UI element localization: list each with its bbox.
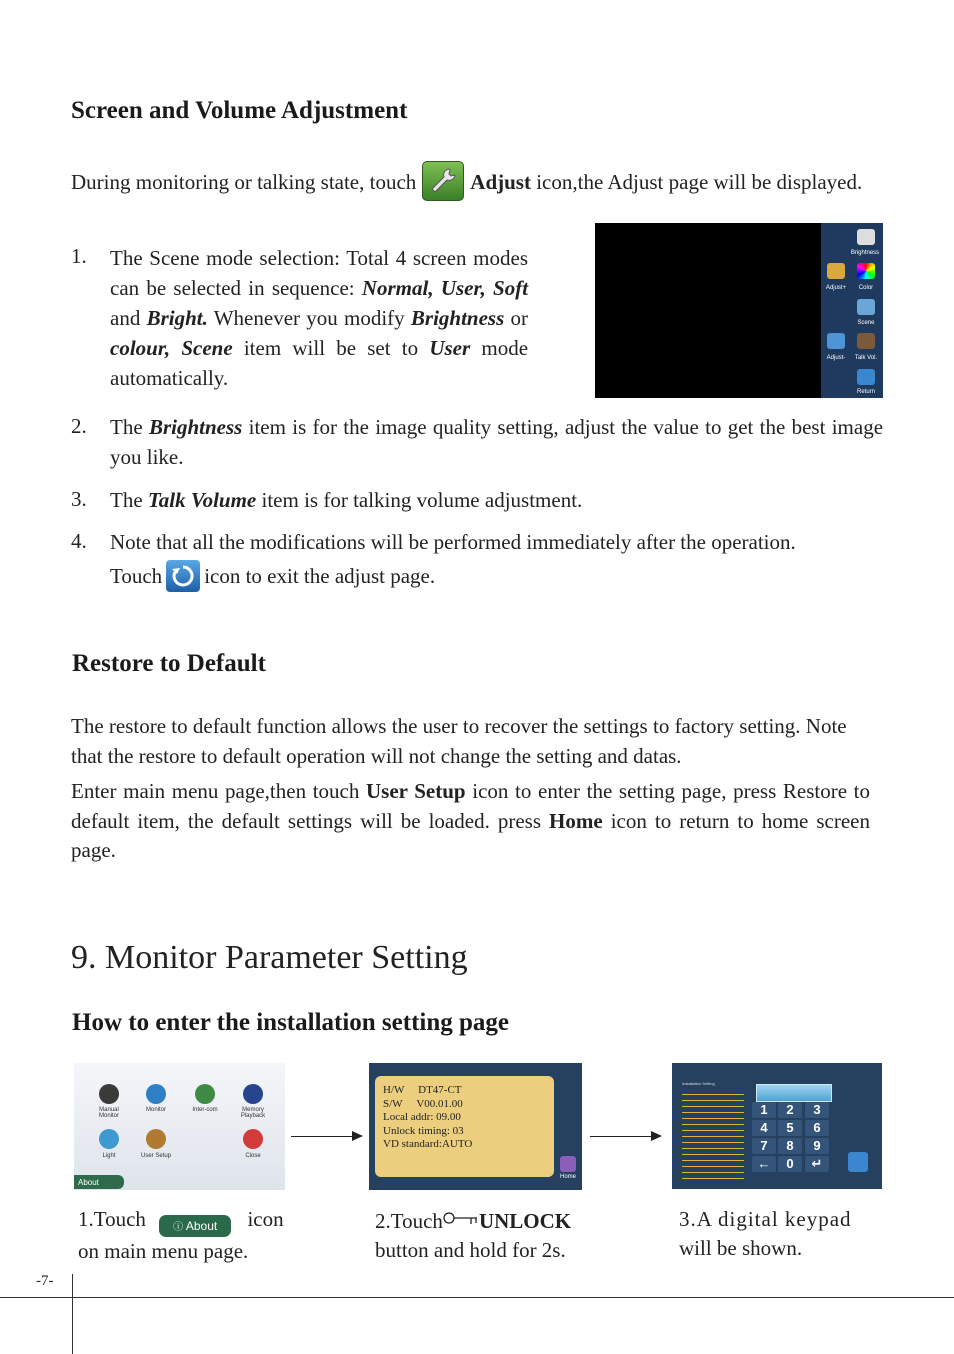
intercom-icon: [195, 1084, 215, 1104]
installation-subtitle: How to enter the installation setting page: [72, 1009, 510, 1036]
unlock-label: UNLOCK: [478, 1209, 572, 1233]
key-3[interactable]: 3: [805, 1102, 829, 1118]
return-icon[interactable]: [848, 1152, 868, 1172]
term-brightness: Brightness: [148, 415, 243, 439]
light-label: Light: [102, 1153, 116, 1159]
item-number: 1.: [71, 244, 87, 268]
key-4[interactable]: 4: [752, 1120, 776, 1136]
key-enter[interactable]: ↵: [805, 1156, 829, 1172]
term-talk-volume: Talk Volume: [147, 488, 257, 512]
item-4-part: Touch: [110, 564, 163, 588]
term-scene: Scene: [181, 336, 233, 360]
chapter-title: 9. Monitor Parameter Setting: [71, 939, 468, 976]
item-1-text: [110, 243, 528, 393]
intro-text: During monitoring or talking state, touch: [71, 170, 417, 194]
key-2[interactable]: 2: [778, 1102, 802, 1118]
caption-3: [679, 1205, 889, 1263]
key-1[interactable]: 1: [752, 1102, 776, 1118]
key-8[interactable]: 8: [778, 1138, 802, 1154]
key-backspace[interactable]: ←: [752, 1156, 776, 1172]
about-button-mini[interactable]: [74, 1175, 124, 1189]
hw-value: DT47-CT: [418, 1084, 462, 1096]
adjust-minus-icon: [827, 333, 845, 349]
caption-2-text: 2.Touch: [375, 1209, 443, 1233]
adjust-minus-label: Adjust-: [826, 355, 846, 361]
adjust-side-panel: [821, 223, 883, 398]
about-button[interactable]: [159, 1215, 231, 1237]
caption-2: [375, 1205, 605, 1265]
mode-user: User,: [440, 276, 486, 300]
scene-icon: [857, 299, 875, 315]
sw-value: V00.01.00: [416, 1097, 463, 1110]
color-label: Color: [858, 285, 874, 291]
term-colour: colour,: [110, 336, 171, 360]
wrench-icon: [422, 161, 464, 201]
page-number: -7-: [36, 1273, 54, 1289]
info-screenshot: [369, 1063, 582, 1190]
restore-paragraph-2: [71, 777, 870, 866]
arrow-right: [291, 1136, 361, 1137]
caption-1-text-2: on main menu page.: [78, 1239, 249, 1263]
keypad-title: Installation Setting: [682, 1081, 715, 1086]
item-1-part: Whenever you modify: [213, 306, 405, 330]
about-label: About: [185, 1219, 218, 1233]
sw-row: [383, 1098, 554, 1112]
home-label: Home: [549, 808, 603, 833]
info-panel: [375, 1076, 554, 1177]
footer-vertical-rule: [72, 1274, 73, 1354]
about-label-mini: About: [78, 1178, 99, 1187]
caption-1: [78, 1205, 293, 1266]
settings-list: [682, 1091, 744, 1181]
section-title-screen-volume: Screen and Volume Adjustment: [71, 97, 408, 124]
adjust-page-screenshot: [595, 223, 883, 398]
talk-vol-label: Talk Vol.: [854, 355, 878, 361]
hw-label: H/W: [383, 1084, 405, 1096]
user-setup-icon: [146, 1129, 166, 1149]
item-1-part: mode automatically.: [110, 336, 529, 390]
item-3-part: item is for talking volume adjustment.: [261, 488, 583, 512]
arrow-right: [590, 1136, 660, 1137]
info-icon: ⓘ: [173, 1222, 184, 1233]
return-label: Return: [856, 389, 875, 395]
close-icon: [243, 1129, 263, 1149]
footer-rule: [0, 1297, 954, 1298]
caption-2-text-2: button and hold for 2s.: [375, 1238, 566, 1262]
home-label: Home: [559, 1174, 576, 1180]
light-icon: [99, 1129, 119, 1149]
return-icon: [857, 369, 875, 385]
term-brightness: Brightness: [410, 306, 505, 330]
local-addr: Local addr: 09.00: [383, 1111, 461, 1123]
item-1-or: or: [510, 306, 529, 330]
item-number: 4.: [71, 529, 87, 553]
adjust-label: Adjust: [470, 170, 531, 194]
home-icon[interactable]: [560, 1156, 576, 1172]
item-1-and: and: [110, 306, 141, 330]
memory-playback-icon: [243, 1084, 263, 1104]
intercom-label: Inter-com: [192, 1107, 218, 1113]
adjust-plus-icon: [827, 263, 845, 279]
item-4-part: icon to exit the adjust page.: [204, 564, 436, 588]
key-icon: [443, 1205, 479, 1234]
close-label: Close: [245, 1153, 261, 1159]
mode-bright: Bright.: [146, 306, 208, 330]
restore-part: icon to enter the setting page, press Restore to default item, the default settings will be loaded. press: [71, 779, 870, 833]
sw-label: S/W: [383, 1097, 403, 1110]
item-3-text: [110, 486, 883, 516]
section-title-restore: Restore to Default: [72, 650, 266, 677]
item-2-text: [110, 413, 883, 472]
key-7[interactable]: 7: [752, 1138, 776, 1154]
caption-3-text: 3.A digital keypad: [679, 1207, 852, 1231]
mode-normal: Normal,: [361, 276, 434, 300]
main-menu-screenshot: [74, 1063, 285, 1190]
adjust-plus-label: Adjust+: [825, 285, 847, 291]
key-6[interactable]: 6: [805, 1120, 829, 1136]
item-2-part: item is for the image quality setting, adjust the value to get the best image you like.: [110, 415, 884, 469]
key-9[interactable]: 9: [805, 1138, 829, 1154]
hw-row: [383, 1084, 554, 1098]
manual-monitor-icon: [99, 1084, 119, 1104]
manual-monitor-label: Manual Monitor: [98, 1107, 119, 1119]
item-number: 2.: [71, 414, 87, 438]
color-icon: [857, 263, 875, 279]
monitor-icon: [146, 1084, 166, 1104]
item-1-part: The Scene mode selection: Total 4 screen modes can be selected in sequence:: [110, 246, 528, 300]
item-2-part: The: [110, 415, 143, 439]
memory-label: Memory Playback: [240, 1107, 266, 1119]
caption-3-text-2: will be shown.: [679, 1236, 803, 1260]
user-setup-label: User Setup: [366, 779, 466, 803]
unlock-timing: Unlock timing: 03: [383, 1124, 464, 1137]
item-1-part: item will be set to: [243, 336, 419, 360]
monitor-label: Monitor: [145, 1107, 166, 1113]
intro-paragraph: [71, 161, 883, 201]
user-setup-label: User Setup: [140, 1153, 171, 1159]
brightness-icon: [857, 229, 875, 245]
item-number: 3.: [71, 487, 87, 511]
talk-volume-icon: [857, 333, 875, 349]
term-user: User: [429, 336, 471, 360]
item-4-line1: Note that all the modifications will be performed immediately after the operation.: [110, 530, 796, 554]
key-5[interactable]: 5: [778, 1120, 802, 1136]
restore-paragraph-1: The restore to default function allows the user to recover the settings to factory setting. Note that the restore to default operation will not change the setting and datas.: [71, 714, 847, 768]
brightness-label: Brightness: [850, 250, 880, 256]
keypad-display: [756, 1084, 832, 1102]
restore-part: Enter main menu page,then touch: [71, 779, 360, 803]
item-4-line2: [110, 560, 883, 592]
intro-text-end: icon,the Adjust page will be displayed.: [536, 170, 863, 194]
item-3-part: The: [110, 488, 143, 512]
keypad-screenshot: [672, 1063, 882, 1189]
key-0[interactable]: 0: [778, 1156, 802, 1172]
restore-part: icon to return to home screen page.: [71, 808, 871, 862]
mode-soft: Soft: [493, 276, 529, 300]
return-icon: [166, 560, 200, 592]
scene-label: Scene: [857, 320, 875, 326]
vd-standard: VD standard:AUTO: [383, 1138, 473, 1150]
caption-1-text: 1.Touch: [78, 1207, 146, 1231]
caption-1-icon-word: icon: [247, 1207, 284, 1231]
